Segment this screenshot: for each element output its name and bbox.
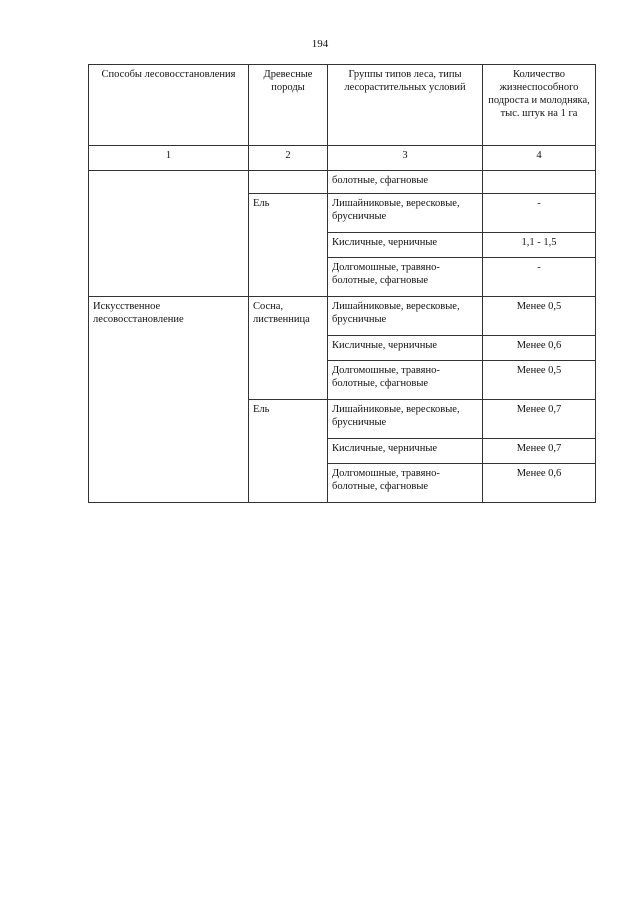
forest-group-cell: Кисличные, черничные	[328, 336, 483, 361]
table-header-row	[89, 65, 596, 146]
quantity-cell: Менее 0,5	[483, 361, 596, 400]
column-number: 1	[89, 146, 249, 171]
quantity-cell: -	[483, 194, 596, 233]
quantity-cell: 1,1 - 1,5	[483, 233, 596, 258]
species-cell: Ель	[249, 400, 328, 503]
forest-group-cell: Лишайниковые, вересковые, брусничные	[328, 400, 483, 439]
quantity-cell	[483, 171, 596, 194]
quantity-cell: Менее 0,6	[483, 336, 596, 361]
quantity-cell: -	[483, 258, 596, 297]
column-number: 2	[249, 146, 328, 171]
table-row	[89, 297, 596, 336]
forest-group-cell: Кисличные, черничные	[328, 439, 483, 464]
quantity-cell: Менее 0,5	[483, 297, 596, 336]
species-cell: Сосна, лиственница	[249, 297, 328, 400]
page-number: 194	[311, 38, 329, 50]
column-number: 3	[328, 146, 483, 171]
column-number-row	[89, 146, 596, 171]
species-cell: Ель	[249, 194, 328, 297]
forest-group-cell: Долгомошные, травяно-болотные, сфагновые	[328, 361, 483, 400]
table-row	[89, 171, 596, 194]
header-forest-groups: Группы типов леса, типы лесорастительных условий	[328, 65, 483, 146]
header-quantity: Количество жизнеспособного подроста и молодняка, тыс. штук на 1 га	[483, 65, 596, 146]
forest-group-cell: Лишайниковые, вересковые, брусничные	[328, 194, 483, 233]
method-cell: Искусственное лесовосстановление	[89, 297, 249, 503]
forest-group-cell: Кисличные, черничные	[328, 233, 483, 258]
forest-group-cell: болотные, сфагновые	[328, 171, 483, 194]
method-cell-empty	[89, 171, 249, 297]
column-number: 4	[483, 146, 596, 171]
forest-restoration-table	[88, 64, 596, 503]
quantity-cell: Менее 0,7	[483, 400, 596, 439]
species-cell-empty	[249, 171, 328, 194]
header-methods: Способы лесовосстановления	[89, 65, 249, 146]
forest-group-cell: Долгомошные, травяно-болотные, сфагновые	[328, 464, 483, 503]
forest-group-cell: Лишайниковые, вересковые, брусничные	[328, 297, 483, 336]
quantity-cell: Менее 0,6	[483, 464, 596, 503]
header-species: Древесные породы	[249, 65, 328, 146]
quantity-cell: Менее 0,7	[483, 439, 596, 464]
forest-group-cell: Долгомошные, травяно-болотные, сфагновые	[328, 258, 483, 297]
